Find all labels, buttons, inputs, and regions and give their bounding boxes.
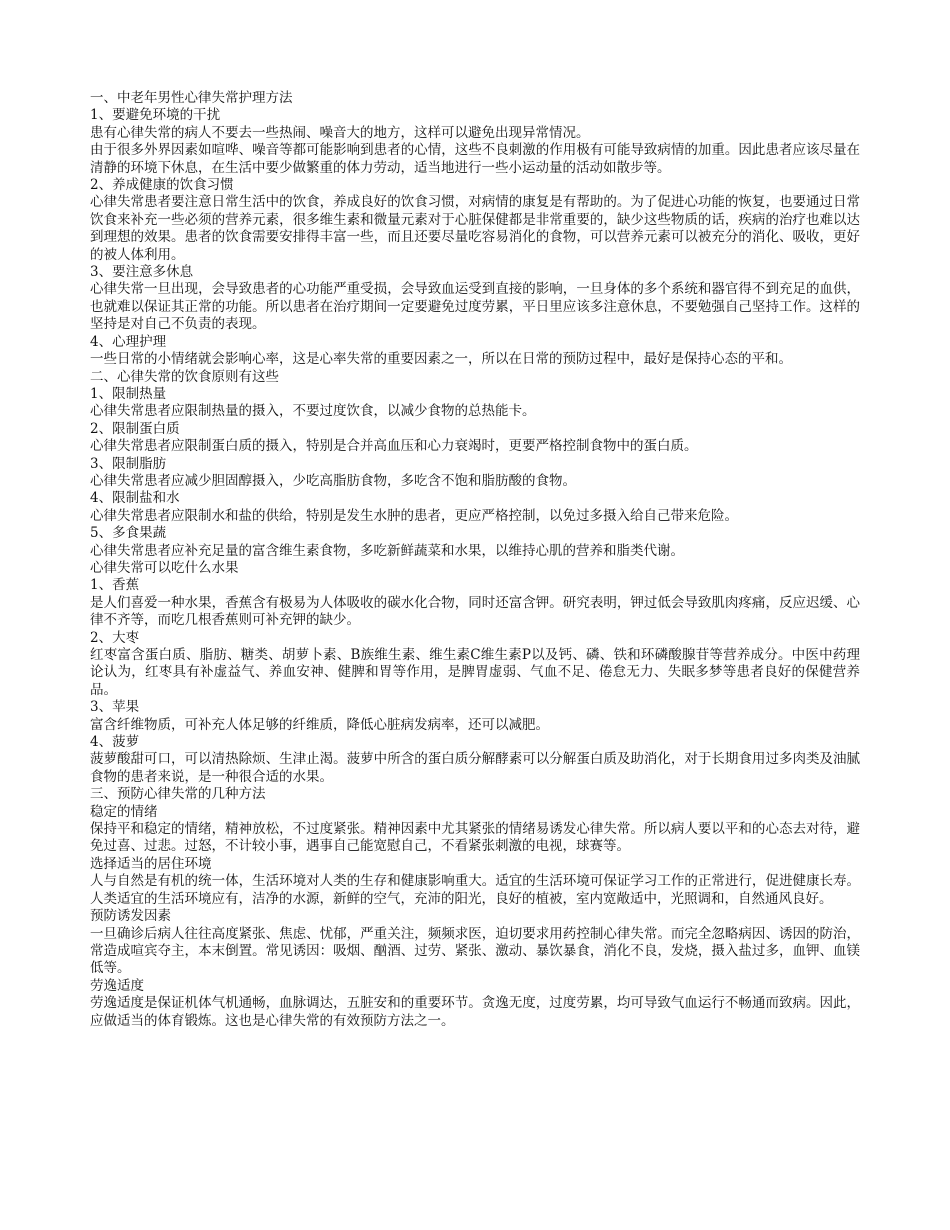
paragraph: 心律失常一旦出现，会导致患者的心功能严重受损，会导致血运受到直接的影响，一旦身体的多个系统和器官得不到充足的血供，也就难以保证其正常的功能。所以患者在治疗期间一定要避免过度劳累，平日里应该多注意休息，不要勉强自己坚持工作。这样的坚持是对自己不负责的表现。: [90, 281, 860, 333]
paragraph: 人与自然是有机的统一体，生活环境对人类的生存和健康影响重大。适宜的生活环境可保证学习工作的正常进行，促进健康长寿。人类适宜的生活环境应有，洁净的水源，新鲜的空气，充沛的阳光，良好的植被，室内宽敞适中，光照调和，自然通风良好。: [90, 873, 860, 907]
paragraph: 患有心律失常的病人不要去一些热闹、噪音大的地方，这样可以避免出现异常情况。: [90, 124, 590, 141]
subsection-heading: 劳逸适度: [90, 977, 144, 994]
subsection-heading: 3、要注意多休息: [90, 264, 194, 281]
section-heading: 心律失常可以吃什么水果: [90, 559, 239, 576]
paragraph: 一些日常的小情绪就会影响心率，这是心率失常的重要因素之一，所以在日常的预防过程中，最好是保持心态的平和。: [90, 351, 792, 368]
paragraph: 红枣富含蛋白质、脂肪、糖类、胡萝卜素、B族维生素、维生素C维生素P以及钙、磷、铁和环磷酸腺苷等营养成分。中医中药理论认为，红枣具有补虚益气、养血安神、健脾和胃等作用，是脾胃虚弱、气血不足、倦怠无力、失眠多梦等患者良好的保健营养品。: [90, 647, 860, 698]
subsection-heading: 1、限制热量: [90, 385, 167, 402]
paragraph: 由于很多外界因素如喧哗、噪音等都可能影响到患者的心情，这些不良刺激的作用极有可能导致病情的加重。因此患者应该尽量在清静的环境下休息，在生活中要少做繁重的体力劳动，适当地进行一些小运动量的活动如散步等。: [90, 142, 860, 176]
subsection-heading: 2、限制蛋白质: [90, 420, 180, 437]
paragraph: 是人们喜爱一种水果，香蕉含有极易为人体吸收的碳水化合物，同时还富含钾。研究表明，钾过低会导致肌肉疼痛，反应迟缓、心律不齐等，而吃几根香蕉则可补充钾的缺少。: [90, 594, 860, 629]
subsection-heading: 1、要避免环境的干扰: [90, 107, 221, 124]
paragraph: 心律失常患者要注意日常生活中的饮食，养成良好的饮食习惯，对病情的康复是有帮助的。为了促进心功能的恢复，也要通过日常饮食来补充一些必须的营养元素，很多维生素和微量元素对于心脏保健都是非常重要的，缺少这些物质的话，疾病的治疗也难以达到理想的效果。患者的饮食需要安排得丰富一些，而且还要尽量吃容易消化的食物，可以营养元素可以被充分的消化、吸收，更好的被人体利用。: [90, 194, 860, 263]
paragraph: 心律失常患者应补充足量的富含维生素食物，多吃新鲜蔬菜和水果，以维持心肌的营养和脂类代谢。: [90, 542, 684, 559]
paragraph: 心律失常患者应限制水和盐的供给，特别是发生水肿的患者，更应严格控制，以免过多摄入给自己带来危险。: [90, 507, 738, 524]
paragraph: 保持平和稳定的情绪，精神放松，不过度紧张。精神因素中尤其紧张的情绪易诱发心律失常。所以病人要以平和的心态去对待，避免过喜、过悲。过怒，不计较小事，遇事自己能宽慰自己，不看紧张刺激的电视，球赛等。: [90, 821, 860, 855]
paragraph: 富含纤维物质，可补充人体足够的纤维质，降低心脏病发病率，还可以减肥。: [90, 716, 549, 733]
subsection-heading: 4、限制盐和水: [90, 490, 180, 507]
subsection-heading: 2、大枣: [90, 629, 140, 646]
subsection-heading: 预防诱发因素: [90, 908, 171, 925]
subsection-heading: 5、多食果蔬: [90, 525, 167, 542]
subsection-heading: 3、苹果: [90, 699, 140, 716]
section-heading: 二、心律失常的饮食原则有这些: [90, 368, 279, 385]
subsection-heading: 选择适当的居住环境: [90, 855, 212, 872]
paragraph: 心律失常患者应限制蛋白质的摄入，特别是合并高血压和心力衰竭时，更要严格控制食物中的蛋白质。: [90, 438, 698, 455]
paragraph: 心律失常患者应限制热量的摄入，不要过度饮食，以减少食物的总热能卡。: [90, 403, 536, 420]
subsection-heading: 1、香蕉: [90, 577, 140, 594]
subsection-heading: 3、限制脂肪: [90, 455, 167, 472]
paragraph: 菠萝酸甜可口，可以清热除烦、生津止渴。菠萝中所含的蛋白质分解酵素可以分解蛋白质及助消化，对于长期食用过多肉类及油腻食物的患者来说，是一种很合适的水果。: [90, 751, 860, 785]
subsection-heading: 4、心理护理: [90, 333, 167, 350]
subsection-heading: 4、菠萝: [90, 734, 140, 751]
paragraph: 心律失常患者应减少胆固醇摄入，少吃高脂肪食物，多吃含不饱和脂肪酸的食物。: [90, 472, 576, 489]
section-heading: 一、中老年男性心律失常护理方法: [90, 90, 293, 106]
paragraph: 一旦确诊后病人往往高度紧张、焦虑、忧郁，严重关注，频频求医，迫切要求用药控制心律失常。而完全忽略病因、诱因的防治，常造成喧宾夺主，本末倒置。常见诱因：吸烟、酗酒、过劳、紧张、激动、暴饮暴食，消化不良，发烧，摄入盐过多，血钾、血镁低等。: [90, 925, 860, 977]
paragraph: 劳逸适度是保证机体气机通畅，血脉调达，五脏安和的重要环节。贪逸无度，过度劳累，均可导致气血运行不畅通而致病。因此，应做适当的体育锻炼。这也是心律失常的有效预防方法之一。: [90, 995, 860, 1029]
subsection-heading: 2、养成健康的饮食习惯: [90, 177, 234, 194]
section-heading: 三、预防心律失常的几种方法: [90, 786, 266, 803]
document-body: [90, 90, 860, 1030]
subsection-heading: 稳定的情绪: [90, 803, 158, 820]
